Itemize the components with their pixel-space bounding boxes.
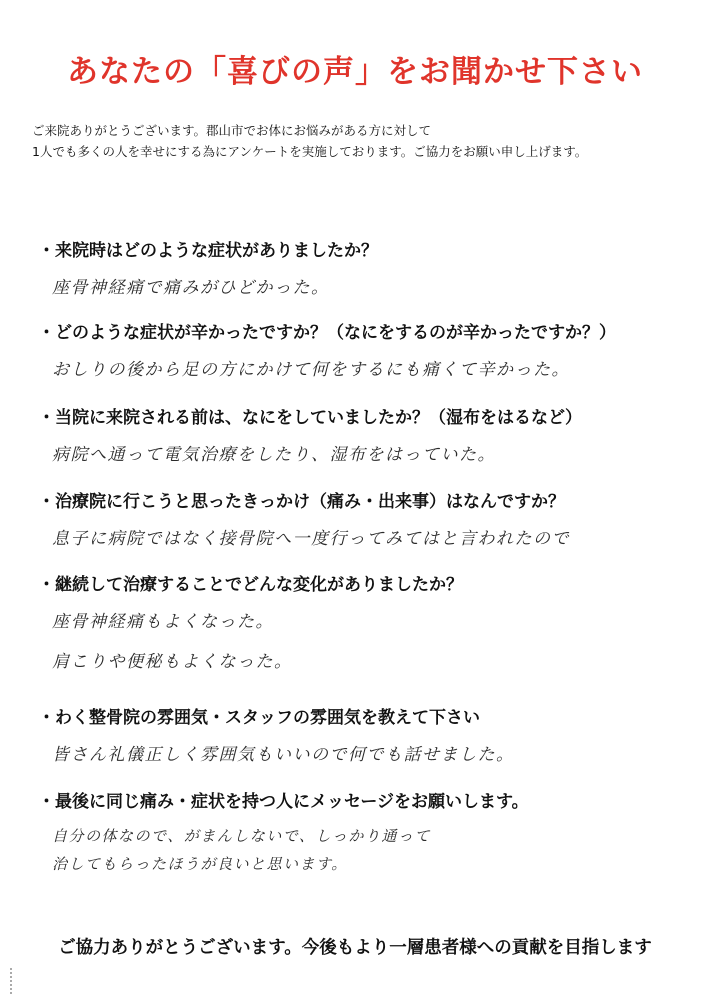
handwritten-answer: 皆さん礼儀正しく雰囲気もいいので何でも話せました。 xyxy=(52,745,515,765)
handwritten-answer: 治してもらったほうが良いと思います。 xyxy=(52,855,348,873)
scan-mark xyxy=(10,968,34,994)
handwritten-answer: 自分の体なので、がまんしないで、しっかり通って xyxy=(52,827,431,845)
footer-message: ご協力ありがとうございます。今後もより一層患者様への貢献を目指します xyxy=(58,938,652,958)
qa-item xyxy=(38,703,688,772)
handwritten-answer: おしりの後から足の方にかけて何をするにも痛くて辛かった。 xyxy=(52,360,570,380)
intro-line: ご来院ありがとうございます。郡山市でお体にお悩みがある方に対して xyxy=(32,123,432,138)
page-title: あなたの「喜びの声」をお聞かせ下さい xyxy=(67,54,643,90)
handwritten-answer: 病院へ通って電気治療をしたり、湿布をはっていた。 xyxy=(52,445,496,465)
question: ・治療院に行こうと思ったきっかけ（痛み・出来事）はなんですか？ xyxy=(38,492,565,512)
question: ・わく整骨院の雰囲気・スタッフの雰囲気を教えて下さい xyxy=(38,708,480,728)
handwritten-answer: 座骨神経痛もよくなった。 xyxy=(52,612,274,632)
intro-text xyxy=(32,120,692,162)
intro-line: 1人でも多くの人を幸せにする為にアンケートを実施しております。ご協力をお願い申し上げます。 xyxy=(32,144,588,159)
qa-item xyxy=(38,318,688,387)
qa-item xyxy=(38,570,688,679)
question: ・来院時はどのような症状がありましたか？ xyxy=(38,241,378,261)
handwritten-answer: 息子に病院ではなく接骨院へ一度行ってみてはと言われたので xyxy=(52,529,570,549)
handwritten-answer: 肩こりや便秘もよくなった。 xyxy=(52,652,293,672)
qa-item xyxy=(38,403,688,472)
qa-item xyxy=(38,787,688,878)
question: ・どのような症状が辛かったですか？（なにをするのが辛かったですか？） xyxy=(38,323,616,343)
question: ・最後に同じ痛み・症状を持つ人にメッセージをお願いします。 xyxy=(38,792,529,812)
qa-item xyxy=(38,236,688,305)
question: ・継続して治療することでどんな変化がありましたか？ xyxy=(38,575,463,595)
question: ・当院に来院される前は、なにをしていましたか？（湿布をはるなど） xyxy=(38,408,582,428)
handwritten-answer: 座骨神経痛で痛みがひどかった。 xyxy=(52,278,330,298)
qa-item xyxy=(38,487,688,556)
